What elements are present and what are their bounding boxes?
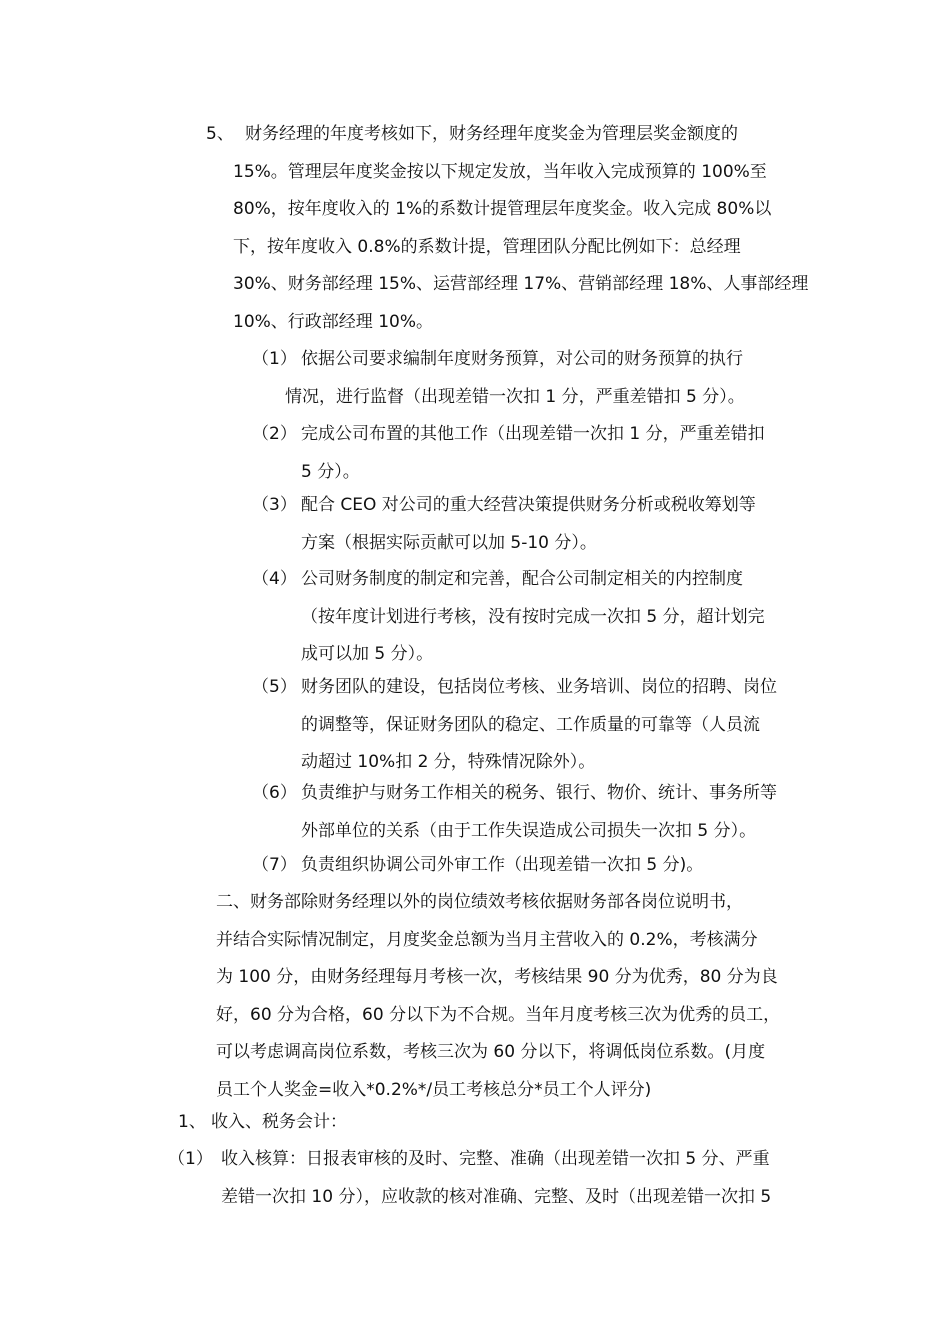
- item-number: （3）: [252, 495, 297, 515]
- item-line: 负责组织协调公司外审工作（出现差错一次扣 5 分)。: [301, 855, 704, 875]
- section-2-paragraph: [216, 884, 780, 1109]
- item-number: （4）: [252, 569, 297, 589]
- section-2-line: 可以考虑调高岗位系数，考核三次为 60 分以下，将调低岗位系数。(月度: [216, 1042, 766, 1062]
- item-paragraph: [301, 775, 777, 850]
- subitem-line: 收入核算：日报表审核的及时、完整、准确（出现差错一次扣 5 分、严重: [221, 1149, 770, 1169]
- item-number: （1）: [252, 349, 297, 369]
- section-2-line: 为 100 分，由财务经理每月考核一次，考核结果 90 分为优秀，80 分为良: [216, 967, 778, 987]
- item-paragraph: [301, 416, 765, 491]
- item-line: 配合 CEO 对公司的重大经营决策提供财务分析或税收筹划等: [301, 495, 756, 515]
- item-line: 情况，进行监督（出现差错一次扣 1 分，严重差错扣 5 分）。: [285, 386, 745, 407]
- subitem-paragraph: [221, 1141, 771, 1216]
- item-line: 5 分）。: [301, 461, 360, 482]
- item-paragraph: [301, 847, 703, 885]
- subsection-1-title: 收入、税务会计：: [211, 1112, 347, 1132]
- item-paragraph: [301, 561, 765, 674]
- item-line: 负责维护与财务工作相关的税务、银行、物价、统计、事务所等: [301, 783, 777, 803]
- item-line: （按年度计划进行考核，没有按时完成一次扣 5 分，超计划完: [301, 606, 765, 627]
- section-5-line: 30%、财务部经理 15%、运营部经理 17%、营销部经理 18%、人事部经理: [233, 274, 809, 294]
- section-2-line: 并结合实际情况制定，月度奖金总额为当月主营收入的 0.2%，考核满分: [216, 929, 758, 950]
- item-line: 财务团队的建设，包括岗位考核、业务培训、岗位的招聘、岗位: [301, 677, 777, 697]
- subitem-line: 差错一次扣 10 分），应收款的核对准确、完整、及时（出现差错一次扣 5: [221, 1186, 772, 1207]
- item-line: 外部单位的关系（由于工作失误造成公司损失一次扣 5 分）。: [301, 820, 757, 841]
- item-number: （2）: [252, 424, 297, 444]
- item-line: 依据公司要求编制年度财务预算，对公司的财务预算的执行: [301, 349, 743, 369]
- item-number: （6）: [252, 783, 297, 803]
- item-line: 完成公司布置的其他工作（出现差错一次扣 1 分，严重差错扣: [301, 424, 765, 444]
- section-2-line: 二、财务部除财务经理以外的岗位绩效考核依据财务部各岗位说明书，: [216, 892, 743, 912]
- item-line: 公司财务制度的制定和完善，配合公司制定相关的内控制度: [301, 569, 743, 589]
- section-5-line: 下，按年度收入 0.8%的系数计提，管理团队分配比例如下：总经理: [233, 236, 741, 257]
- item-paragraph: [301, 669, 777, 782]
- item-number: （7）: [252, 855, 297, 875]
- section-2-line: 好，60 分为合格，60 分以下为不合规。当年月度考核三次为优秀的员工，: [216, 1004, 781, 1025]
- item-line: 成可以加 5 分）。: [301, 644, 434, 664]
- section-5-paragraph: [233, 116, 813, 341]
- section-2-line: 员工个人奖金=收入*0.2%*/员工考核总分*员工个人评分): [216, 1079, 652, 1100]
- section-5-line: 80%，按年度收入的 1%的系数计提管理层年度奖金。收入完成 80%以: [233, 199, 772, 219]
- subsection-1-number: 1、: [178, 1112, 206, 1132]
- item-line: 的调整等，保证财务团队的稳定、工作质量的可靠等（人员流: [301, 714, 760, 735]
- section-5-line: 15%。管理层年度奖金按以下规定发放，当年收入完成预算的 100%至: [233, 161, 767, 182]
- item-line: 方案（根据实际贡献可以加 5-10 分）。: [301, 532, 597, 553]
- item-paragraph: [285, 341, 745, 416]
- item-paragraph: [301, 487, 756, 562]
- section-5-line: 财务经理的年度考核如下，财务经理年度奖金为管理层奖金额度的: [245, 124, 738, 144]
- item-number: （5）: [252, 677, 297, 697]
- section-5-number: 5、: [206, 124, 234, 144]
- section-5-line: 10%、行政部经理 10%。: [233, 311, 433, 332]
- item-line: 动超过 10%扣 2 分，特殊情况除外）。: [301, 752, 596, 772]
- subitem-number: （1）: [168, 1149, 213, 1169]
